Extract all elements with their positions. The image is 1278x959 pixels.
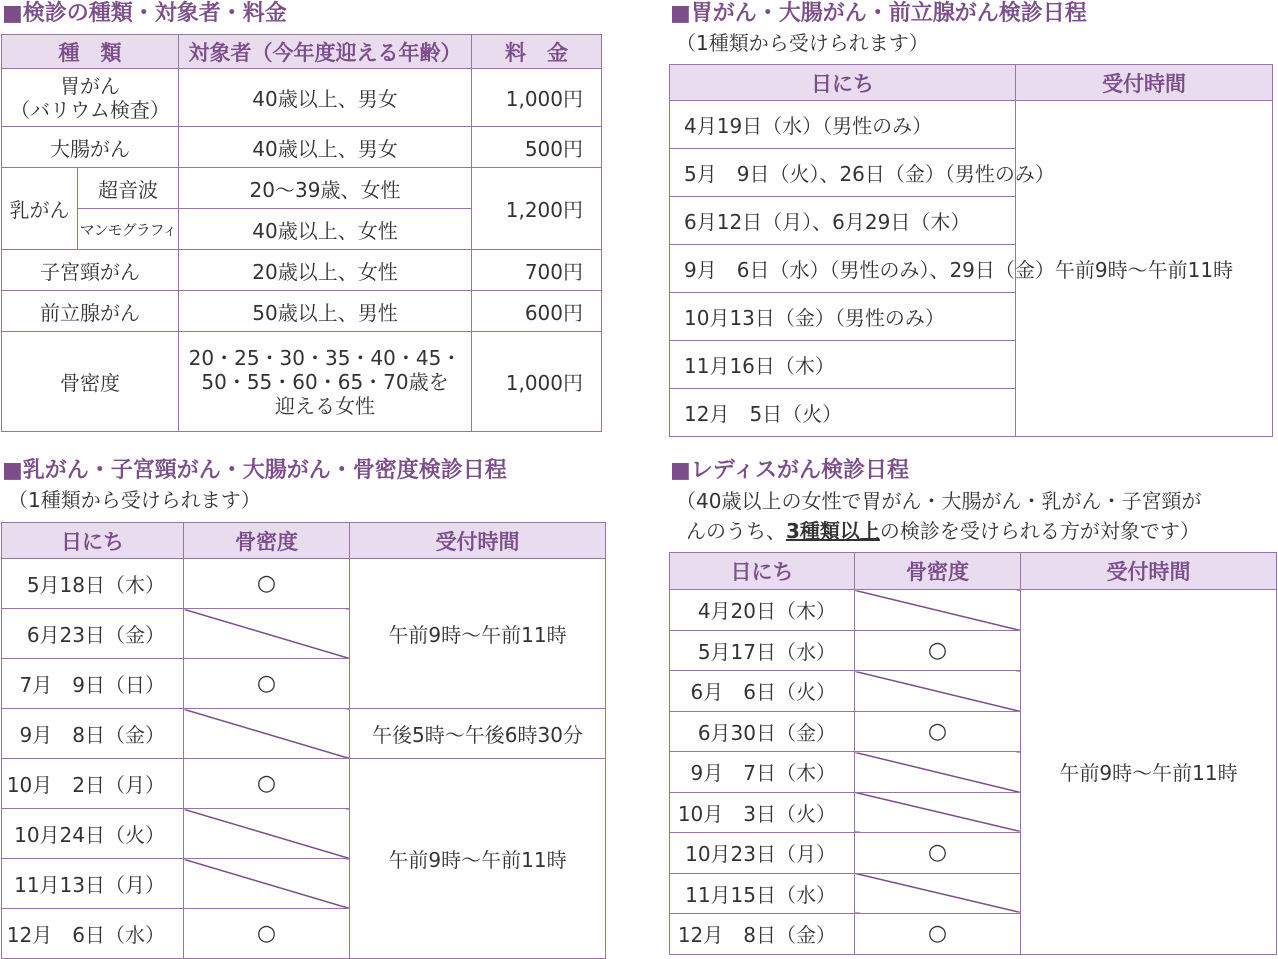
schedule-date: 5月17日（水） — [670, 630, 855, 671]
schedule-date: 12月 6日（水） — [2, 909, 184, 959]
bone-unavailable-slash — [855, 752, 1021, 793]
fee-cervical: 700円 — [472, 250, 602, 291]
target-prostate: 50歳以上、男性 — [179, 291, 472, 332]
header-bone: 骨密度 — [855, 553, 1021, 590]
schedule-date: 6月30日（金） — [670, 711, 855, 752]
bone-unavailable-slash — [184, 809, 350, 859]
type-colon: 大腸がん — [2, 127, 179, 168]
schedule-date: 5月18日（木） — [2, 559, 184, 609]
fee-bone: 1,000円 — [472, 332, 602, 432]
schedule-date: 11月15日（水） — [670, 873, 855, 914]
bone-available-mark: ○ — [855, 914, 1021, 955]
target-cervical: 20歳以上、女性 — [179, 250, 472, 291]
header-date: 日にち — [2, 523, 184, 559]
stomach-schedule-subtitle: （1種類から受けられます） — [676, 31, 929, 55]
type-bone: 骨密度 — [2, 332, 179, 432]
reception-time: 午前9時〜午前11時 — [1016, 101, 1273, 437]
bone-available-mark: ○ — [184, 659, 350, 709]
breast-schedule-table — [1, 522, 606, 959]
schedule-date: 6月 6日（火） — [670, 671, 855, 712]
schedule-date: 10月24日（火） — [2, 809, 184, 859]
subtype-ultrasound: 超音波 — [78, 168, 179, 209]
schedule-date: 11月13日（月） — [2, 859, 184, 909]
schedule-date: 4月19日（水）（男性のみ） — [670, 101, 1016, 149]
schedule-date: 6月12日（月）、6月29日（木） — [670, 197, 1016, 245]
breast-schedule-subtitle: （1種類から受けられます） — [8, 488, 261, 512]
stomach-schedule-table — [669, 64, 1273, 437]
target-stomach: 40歳以上、男女 — [179, 69, 472, 127]
schedule-date: 10月 3日（火） — [670, 792, 855, 833]
bone-available-mark: ○ — [184, 909, 350, 959]
schedule-date: 6月23日（金） — [2, 609, 184, 659]
bone-available-mark: ○ — [184, 759, 350, 809]
bone-unavailable-slash — [184, 709, 350, 759]
type-prostate: 前立腺がん — [2, 291, 179, 332]
ladies-schedule-subtitle-1: （40歳以上の女性で胃がん・大腸がん・乳がん・子宮頸が — [676, 489, 1202, 513]
target-bone: 20・25・30・35・40・45・ 50・55・60・65・70歳を 迎える女性 — [179, 332, 472, 432]
fees-title: ■検診の種類・対象者・料金 — [2, 1, 287, 26]
bone-unavailable-slash — [855, 671, 1021, 712]
reception-time: 午前9時〜午前11時 — [350, 759, 606, 959]
bone-unavailable-slash — [184, 859, 350, 909]
schedule-date: 12月 5日（火） — [670, 389, 1016, 437]
ladies-schedule-table — [669, 552, 1277, 955]
reception-time-evening: 午後5時〜午後6時30分 — [350, 709, 606, 759]
bone-unavailable-slash — [855, 792, 1021, 833]
fees-table — [1, 34, 602, 432]
ladies-schedule-subtitle-2: んのうち、3種類以上の検診を受けられる方が対象です） — [686, 519, 1200, 543]
fee-prostate: 600円 — [472, 291, 602, 332]
schedule-date: 9月 8日（金） — [2, 709, 184, 759]
type-stomach: 胃がん （バリウム検査） — [2, 69, 179, 127]
schedule-date: 10月23日（月） — [670, 833, 855, 874]
header-time: 受付時間 — [1021, 553, 1277, 590]
bone-available-mark: ○ — [184, 559, 350, 609]
header-bone: 骨密度 — [184, 523, 350, 559]
type-breast: 乳がん — [2, 168, 78, 250]
three-or-more-emphasis: 3種類以上 — [786, 519, 880, 543]
schedule-date: 7月 9日（日） — [2, 659, 184, 709]
bone-unavailable-slash — [855, 873, 1021, 914]
header-fee: 料 金 — [472, 35, 602, 69]
ladies-schedule-title: ■レディスがん検診日程 — [670, 458, 910, 483]
fee-stomach: 1,000円 — [472, 69, 602, 127]
stomach-schedule-title: ■胃がん・大腸がん・前立腺がん検診日程 — [670, 1, 1087, 26]
schedule-date: 12月 8日（金） — [670, 914, 855, 955]
schedule-date: 9月 6日（水）（男性のみ）、29日（金） — [670, 245, 1016, 293]
header-type: 種 類 — [2, 35, 179, 69]
target-mammography: 40歳以上、女性 — [179, 209, 472, 250]
reception-time: 午前9時〜午前11時 — [350, 559, 606, 709]
breast-schedule-title: ■乳がん・子宮頸がん・大腸がん・骨密度検診日程 — [2, 458, 507, 483]
target-ultrasound: 20〜39歳、女性 — [179, 168, 472, 209]
schedule-date: 10月13日（金）（男性のみ） — [670, 293, 1016, 341]
type-cervical: 子宮頸がん — [2, 250, 179, 291]
bone-unavailable-slash — [184, 609, 350, 659]
target-colon: 40歳以上、男女 — [179, 127, 472, 168]
schedule-date: 4月20日（木） — [670, 590, 855, 631]
bone-available-mark: ○ — [855, 630, 1021, 671]
bone-available-mark: ○ — [855, 711, 1021, 752]
bone-unavailable-slash — [855, 590, 1021, 631]
header-time: 受付時間 — [1016, 65, 1273, 101]
schedule-date: 9月 7日（木） — [670, 752, 855, 793]
header-date: 日にち — [670, 553, 855, 590]
header-time: 受付時間 — [350, 523, 606, 559]
header-date: 日にち — [670, 65, 1016, 101]
fee-breast: 1,200円 — [472, 168, 602, 250]
schedule-date: 5月 9日（火）、26日（金）（男性のみ） — [670, 149, 1016, 197]
fee-colon: 500円 — [472, 127, 602, 168]
subtype-mammography: マンモグラフィ — [78, 209, 179, 250]
schedule-date: 11月16日（木） — [670, 341, 1016, 389]
reception-time: 午前9時〜午前11時 — [1021, 590, 1277, 955]
header-target: 対象者（今年度迎える年齢） — [179, 35, 472, 69]
bone-available-mark: ○ — [855, 833, 1021, 874]
schedule-date: 10月 2日（月） — [2, 759, 184, 809]
